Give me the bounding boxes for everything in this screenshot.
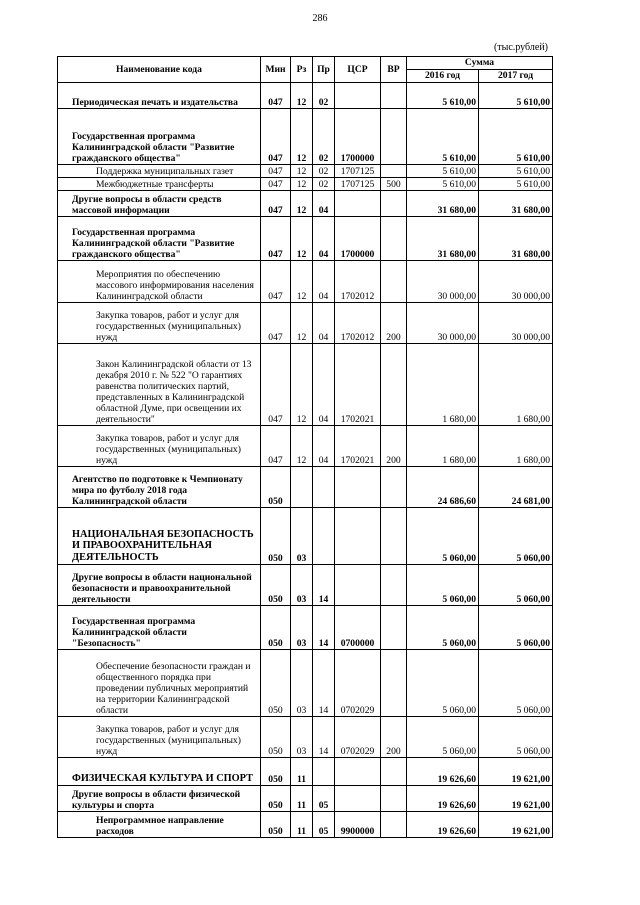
row-vr <box>381 650 407 717</box>
unit-label: (тыс.рублей) <box>493 42 548 53</box>
row-min: 047 <box>261 165 291 178</box>
table-row <box>58 83 553 109</box>
row-rz: 11 <box>291 758 313 786</box>
row-pr: 05 <box>313 812 335 838</box>
row-vr <box>381 758 407 786</box>
table-row <box>58 606 553 650</box>
row-2017: 5 060,00 <box>479 565 553 606</box>
row-rz: 03 <box>291 650 313 717</box>
row-pr: 04 <box>313 217 335 261</box>
row-pr: 02 <box>313 109 335 165</box>
page-number: 286 <box>312 13 328 24</box>
row-2017: 24 681,00 <box>479 467 553 508</box>
row-pr: 02 <box>313 165 335 178</box>
row-name: Другие вопросы в области средств массовой информации <box>58 191 261 217</box>
row-pr: 02 <box>313 178 335 191</box>
row-min: 047 <box>261 303 291 344</box>
row-2016: 5 060,00 <box>407 565 479 606</box>
row-2016: 5 610,00 <box>407 165 479 178</box>
row-name: Поддержка муниципальных газет <box>58 165 261 178</box>
row-2017: 19 621,00 <box>479 758 553 786</box>
row-2017: 5 610,00 <box>479 83 553 109</box>
row-name: Другие вопросы в области физической культуры и спорта <box>58 786 261 812</box>
row-pr: 14 <box>313 565 335 606</box>
row-rz: 12 <box>291 165 313 178</box>
row-2016: 31 680,00 <box>407 217 479 261</box>
row-name: ФИЗИЧЕСКАЯ КУЛЬТУРА И СПОРТ <box>58 758 261 786</box>
row-vr <box>381 467 407 508</box>
row-name: Государственная программа Калининградской области "Безопасность" <box>58 606 261 650</box>
row-vr <box>381 812 407 838</box>
row-min: 047 <box>261 109 291 165</box>
row-csr: 1702012 <box>335 261 381 303</box>
row-rz: 12 <box>291 426 313 467</box>
row-csr: 1707125 <box>335 165 381 178</box>
header-sum: Сумма <box>407 57 553 70</box>
table-row <box>58 191 553 217</box>
row-vr <box>381 261 407 303</box>
row-csr: 1707125 <box>335 178 381 191</box>
row-csr <box>335 83 381 109</box>
header-vr: ВР <box>381 57 407 83</box>
table-row <box>58 467 553 508</box>
row-min: 047 <box>261 426 291 467</box>
row-2016: 5 060,00 <box>407 508 479 565</box>
row-csr <box>335 508 381 565</box>
row-2017: 1 680,00 <box>479 344 553 426</box>
row-rz: 11 <box>291 812 313 838</box>
row-2017: 1 680,00 <box>479 426 553 467</box>
header-rz: Рз <box>291 57 313 83</box>
table-row <box>58 217 553 261</box>
row-rz: 03 <box>291 508 313 565</box>
table-row <box>58 109 553 165</box>
row-name: Мероприятия по обеспечению массового информирования населения Калининградской области <box>58 261 261 303</box>
row-2016: 1 680,00 <box>407 344 479 426</box>
row-min: 047 <box>261 217 291 261</box>
row-pr <box>313 508 335 565</box>
row-min: 050 <box>261 606 291 650</box>
row-rz: 12 <box>291 344 313 426</box>
row-min: 050 <box>261 786 291 812</box>
row-vr: 200 <box>381 426 407 467</box>
row-name: Государственная программа Калининградской области "Развитие гражданского общества" <box>58 217 261 261</box>
row-2016: 5 610,00 <box>407 109 479 165</box>
row-2017: 30 000,00 <box>479 261 553 303</box>
row-vr: 500 <box>381 178 407 191</box>
row-vr <box>381 344 407 426</box>
table-row <box>58 812 553 838</box>
header-2017: 2017 год <box>479 70 553 83</box>
row-vr: 200 <box>381 717 407 758</box>
row-csr: 0702029 <box>335 717 381 758</box>
table-row <box>58 508 553 565</box>
row-name: Межбюджетные трансферты <box>58 178 261 191</box>
header-csr: ЦСР <box>335 57 381 83</box>
row-rz: 03 <box>291 717 313 758</box>
row-rz: 12 <box>291 217 313 261</box>
table-row <box>58 565 553 606</box>
row-vr <box>381 606 407 650</box>
row-2017: 5 610,00 <box>479 165 553 178</box>
row-min: 050 <box>261 717 291 758</box>
row-2017: 5 610,00 <box>479 109 553 165</box>
budget-table <box>57 56 553 838</box>
row-2016: 24 686,60 <box>407 467 479 508</box>
row-csr <box>335 565 381 606</box>
row-2017: 30 000,00 <box>479 303 553 344</box>
row-vr <box>381 191 407 217</box>
row-pr: 04 <box>313 344 335 426</box>
row-vr <box>381 165 407 178</box>
row-rz: 12 <box>291 261 313 303</box>
row-name: Закон Калининградской области от 13 декабря 2010 г. № 522 "О гарантиях равенства политических партий, представленных в Калининградской областной Думе, при освещении их деятельности" <box>58 344 261 426</box>
row-pr: 04 <box>313 191 335 217</box>
row-2016: 30 000,00 <box>407 261 479 303</box>
row-name: Другие вопросы в области национальной безопасности и правоохранительной деятельности <box>58 565 261 606</box>
row-csr <box>335 467 381 508</box>
row-2017: 5 610,00 <box>479 178 553 191</box>
row-name: Государственная программа Калининградской области "Развитие гражданского общества" <box>58 109 261 165</box>
row-2017: 19 621,00 <box>479 786 553 812</box>
table-row <box>58 303 553 344</box>
row-min: 047 <box>261 178 291 191</box>
header-min: Мин <box>261 57 291 83</box>
row-csr: 1702021 <box>335 344 381 426</box>
table-row <box>58 758 553 786</box>
row-rz: 12 <box>291 191 313 217</box>
row-rz: 11 <box>291 786 313 812</box>
row-rz <box>291 467 313 508</box>
row-pr: 14 <box>313 717 335 758</box>
row-pr: 14 <box>313 650 335 717</box>
row-csr <box>335 191 381 217</box>
row-name: Обеспечение безопасности граждан и общественного порядка при проведении публичных мероприятий на территории Калининградской области <box>58 650 261 717</box>
row-2016: 1 680,00 <box>407 426 479 467</box>
row-rz: 12 <box>291 109 313 165</box>
row-pr <box>313 467 335 508</box>
row-name: Непрограммное направление расходов <box>58 812 261 838</box>
header-2016: 2016 год <box>407 70 479 83</box>
row-2016: 5 060,00 <box>407 717 479 758</box>
row-rz: 12 <box>291 178 313 191</box>
row-2017: 31 680,00 <box>479 217 553 261</box>
row-pr: 14 <box>313 606 335 650</box>
row-min: 050 <box>261 508 291 565</box>
row-min: 050 <box>261 565 291 606</box>
row-vr <box>381 565 407 606</box>
row-csr: 1700000 <box>335 217 381 261</box>
row-name: Закупка товаров, работ и услуг для государственных (муниципальных) нужд <box>58 717 261 758</box>
row-2016: 5 060,00 <box>407 606 479 650</box>
table-row <box>58 426 553 467</box>
table-row <box>58 717 553 758</box>
row-rz: 03 <box>291 565 313 606</box>
header-pr: Пр <box>313 57 335 83</box>
row-csr: 9900000 <box>335 812 381 838</box>
row-min: 047 <box>261 83 291 109</box>
row-csr <box>335 786 381 812</box>
row-pr: 04 <box>313 303 335 344</box>
row-2016: 31 680,00 <box>407 191 479 217</box>
row-min: 047 <box>261 191 291 217</box>
row-csr: 1700000 <box>335 109 381 165</box>
table-row <box>58 786 553 812</box>
row-2017: 31 680,00 <box>479 191 553 217</box>
row-2016: 5 610,00 <box>407 83 479 109</box>
row-vr <box>381 83 407 109</box>
row-vr <box>381 508 407 565</box>
row-2016: 5 610,00 <box>407 178 479 191</box>
row-2016: 5 060,00 <box>407 650 479 717</box>
table-row <box>58 261 553 303</box>
row-pr: 04 <box>313 261 335 303</box>
row-name: Периодическая печать и издательства <box>58 83 261 109</box>
row-2017: 5 060,00 <box>479 606 553 650</box>
row-rz: 03 <box>291 606 313 650</box>
row-2016: 19 626,60 <box>407 812 479 838</box>
row-pr <box>313 758 335 786</box>
row-2016: 19 626,60 <box>407 758 479 786</box>
row-rz: 12 <box>291 83 313 109</box>
row-csr: 1702012 <box>335 303 381 344</box>
row-name: Закупка товаров, работ и услуг для государственных (муниципальных) нужд <box>58 426 261 467</box>
row-2017: 5 060,00 <box>479 650 553 717</box>
row-2017: 5 060,00 <box>479 717 553 758</box>
row-vr: 200 <box>381 303 407 344</box>
row-min: 047 <box>261 261 291 303</box>
row-2016: 19 626,60 <box>407 786 479 812</box>
row-csr <box>335 758 381 786</box>
row-pr: 04 <box>313 426 335 467</box>
row-csr: 1702021 <box>335 426 381 467</box>
row-min: 050 <box>261 650 291 717</box>
table-row <box>58 650 553 717</box>
row-vr <box>381 786 407 812</box>
row-vr <box>381 109 407 165</box>
row-2016: 30 000,00 <box>407 303 479 344</box>
table-row <box>58 344 553 426</box>
row-name: НАЦИОНАЛЬНАЯ БЕЗОПАСНОСТЬ И ПРАВООХРАНИТЕЛЬНАЯ ДЕЯТЕЛЬНОСТЬ <box>58 508 261 565</box>
row-2017: 19 621,00 <box>479 812 553 838</box>
row-csr: 0702029 <box>335 650 381 717</box>
row-pr: 05 <box>313 786 335 812</box>
row-vr <box>381 217 407 261</box>
row-name: Закупка товаров, работ и услуг для государственных (муниципальных) нужд <box>58 303 261 344</box>
row-rz: 12 <box>291 303 313 344</box>
row-name: Агентство по подготовке к Чемпионату мира по футболу 2018 года Калининградской области <box>58 467 261 508</box>
table-body <box>58 83 553 838</box>
row-min: 050 <box>261 467 291 508</box>
row-csr: 0700000 <box>335 606 381 650</box>
table-row <box>58 165 553 178</box>
row-min: 050 <box>261 812 291 838</box>
row-2017: 5 060,00 <box>479 508 553 565</box>
row-min: 050 <box>261 758 291 786</box>
row-min: 047 <box>261 344 291 426</box>
table-row <box>58 178 553 191</box>
row-pr: 02 <box>313 83 335 109</box>
header-name: Наименование кода <box>58 57 261 83</box>
